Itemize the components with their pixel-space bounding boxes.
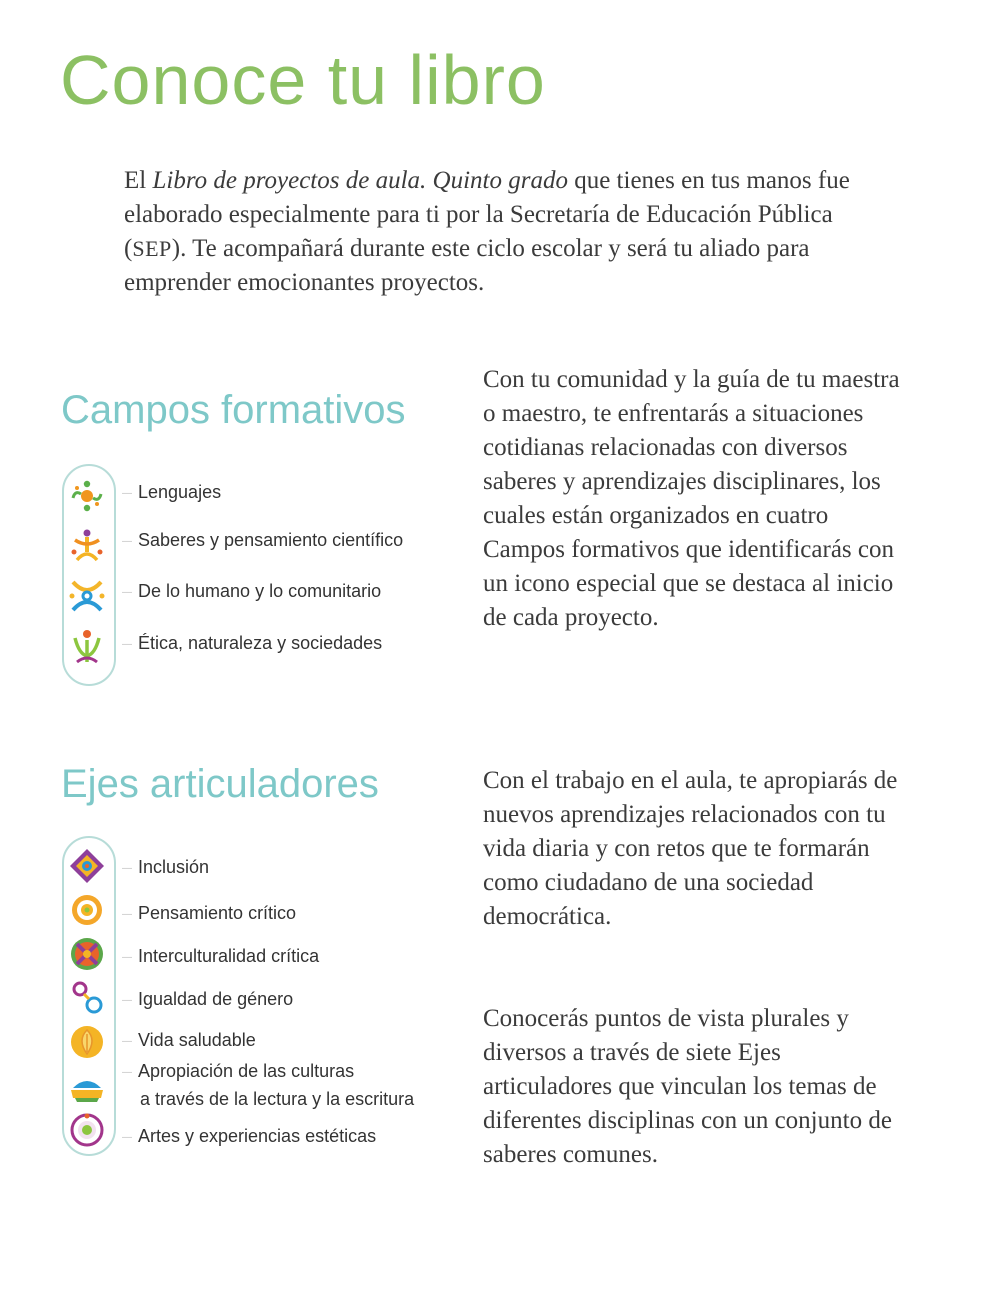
apropiacion-culturas-icon [67, 1066, 107, 1106]
ejes-description-1: Con el trabajo en el aula, te apropiarás de nuevos aprendizajes relacionados con tu vida diaria y con retos que te formarán como ciudadano de una sociedad democrática. [483, 767, 898, 930]
campos-description: Con tu comunidad y la guía de tu maestra o maestro, te enfrentarás a situaciones cotidianas relacionadas con diversos saberes y aprendizajes disciplinares, los cuales están organizados en cuatro Campos formativos que identificarás con un icono especial que se destaca al inicio de cada proyecto. [483, 366, 900, 631]
etica-naturaleza-icon [67, 626, 107, 666]
artes-icon [67, 1110, 107, 1150]
campo-item-lenguajes: — Lenguajes [122, 482, 222, 502]
campos-heading: Campos formativos [61, 388, 406, 432]
book-title: Libro de proyectos de aula. Quinto grado [152, 167, 568, 194]
saberes-icon [67, 526, 107, 566]
campo-item-humano: — De lo humano y lo comunitario [122, 581, 382, 601]
ejes-icon-column [62, 836, 116, 1156]
intro-paragraph: El Libro de proyectos de aula. Quinto grado que tienes en tus manos fue elaborado especialmente para ti por la Secretaría de Educación Pública (SEP). Te acompañará durante este ciclo escolar y será tu aliado para emprender emocionantes proyectos. [124, 167, 850, 296]
interculturalidad-icon [67, 934, 107, 974]
eje-item-inclusion: — Inclusión [122, 857, 210, 877]
ejes-heading: Ejes articuladores [61, 762, 379, 806]
eje-item-interculturalidad: — Interculturalidad crítica [122, 946, 320, 966]
campo-item-saberes: — Saberes y pensamiento científico [122, 530, 404, 550]
pensamiento-critico-icon [67, 890, 107, 930]
campos-icon-column [62, 464, 116, 686]
eje-item-artes: — Artes y experiencias estéticas [122, 1126, 377, 1146]
ejes-description-2: Conocerás puntos de vista plurales y diversos a través de siete Ejes articuladores que vinculan los temas de diferentes disciplinas con un conjunto de saberes comunes. [483, 1005, 892, 1168]
vida-saludable-icon [67, 1022, 107, 1062]
eje-item-vida-saludable: — Vida saludable [122, 1030, 256, 1050]
eje-item-pensamiento-critico: — Pensamiento crítico [122, 903, 297, 923]
eje-item-igualdad-genero: — Igualdad de género [122, 989, 294, 1009]
eje-item-apropiacion-culturas: — Apropiación de las culturas a través de la lectura y la escritura [122, 1061, 415, 1109]
igualdad-genero-icon [67, 978, 107, 1018]
lenguajes-icon [67, 476, 107, 516]
humano-comunitario-icon [67, 576, 107, 616]
page-title: Conoce tu libro [60, 41, 546, 119]
sep-acronym: SEP [132, 236, 172, 261]
inclusion-icon [67, 846, 107, 886]
campo-item-etica: — Ética, naturaleza y sociedades [122, 633, 383, 653]
